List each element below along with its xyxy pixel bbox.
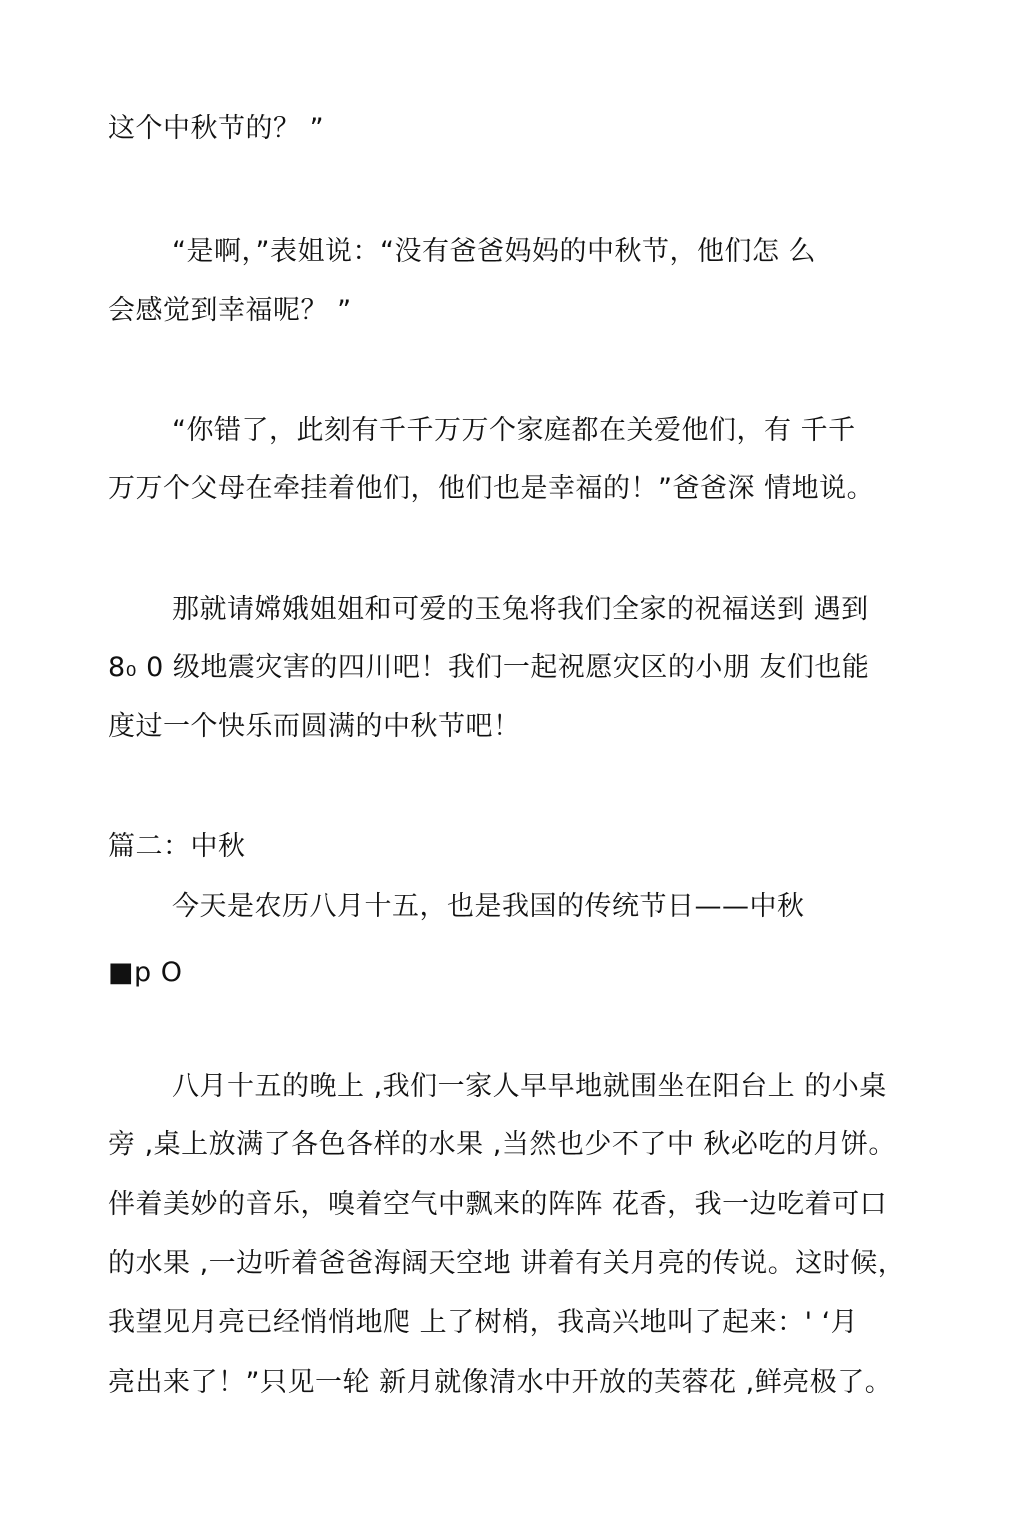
- text-line-12: 八月十五的晚上 ,我们一家人早早地就围坐在阳台上 的小桌: [172, 1071, 887, 1102]
- text-line-1: 这个中秋节的？ ”: [108, 113, 325, 144]
- text-line-4: “你错了，此刻有千千万万个家庭都在关爱他们，有 千千: [172, 415, 856, 446]
- text-line-14: 伴着美妙的音乐，嗅着空气中飘来的阵阵 花香，我一边吃着可口: [108, 1189, 888, 1220]
- text-line-17: 亮出来了！”只见一轮 新月就像清水中开放的芙蓉花 ,鲜亮极了。: [108, 1367, 893, 1398]
- text-line-10: 今天是农历八月十五，也是我国的传统节日——中秋: [172, 891, 805, 922]
- text-line-15: 的水果 ,一边听着爸爸海阔天空地 讲着有关月亮的传说。这时候，: [108, 1248, 906, 1279]
- text-line-8: 度过一个快乐而圆满的中秋节吧！: [108, 711, 521, 742]
- section-heading: 篇二：中秋: [108, 831, 246, 862]
- text-line-11: ■p O: [108, 957, 183, 988]
- text-line-3: 会感觉到幸福呢？ ”: [108, 295, 352, 326]
- text-line-16: 我望见月亮已经悄悄地爬 上了树梢，我高兴地叫了起来：' ‘月: [108, 1307, 859, 1338]
- text-line-6: 那就请嫦娥姐姐和可爱的玉兔将我们全家的祝福送到 遇到: [172, 594, 869, 625]
- text-line-5: 万万个父母在牵挂着他们，他们也是幸福的！”爸爸深 情地说。: [108, 473, 875, 504]
- text-line-7: 8₀ 0 级地震灾害的四川吧！我们一起祝愿灾区的小朋 友们也能: [108, 652, 870, 683]
- text-line-2: “是啊，”表姐说：“没有爸爸妈妈的中秋节，他们怎 么: [172, 236, 817, 267]
- text-line-13: 旁 ,桌上放满了各色各样的水果 ,当然也少不了中 秋必吃的月饼。: [108, 1129, 896, 1160]
